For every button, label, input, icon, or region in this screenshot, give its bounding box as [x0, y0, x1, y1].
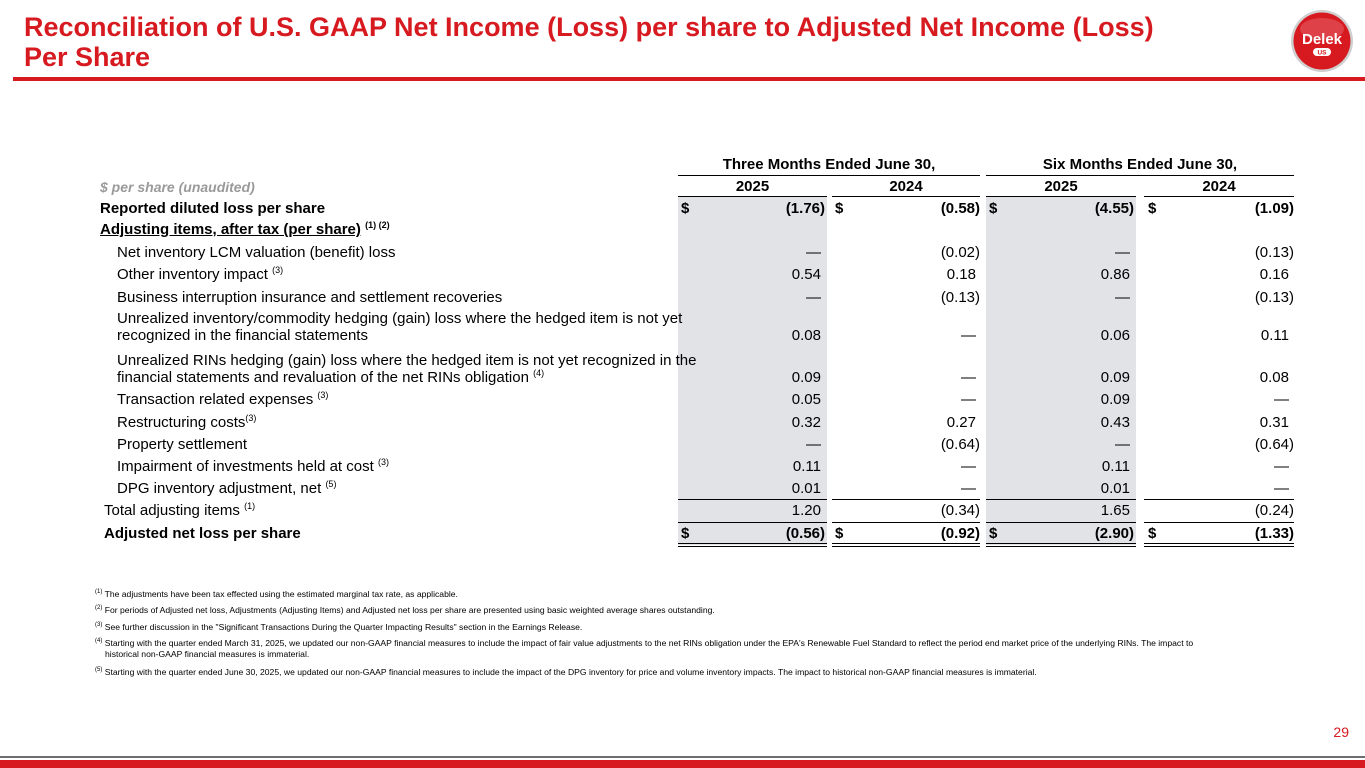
value-cell: —	[1274, 458, 1289, 475]
page-title: Reconciliation of U.S. GAAP Net Income (Loss) per share to Adjusted Net Income (Loss) Per Share	[24, 12, 1154, 72]
value-cell: 0.11	[1260, 327, 1289, 344]
row-label: Net inventory LCM valuation (benefit) loss	[117, 244, 396, 261]
value-cell: 0.06	[1100, 327, 1130, 344]
logo-sub: US	[1317, 49, 1327, 57]
value-cell: —	[806, 244, 821, 261]
footnote: $^{(3)}$ See further discussion in the "Significant Transactions During the Quarter Impacting Results" section in the Earnings Release.	[95, 622, 583, 632]
value-cell: 1.65	[1100, 502, 1130, 519]
value-cell: 0.54	[791, 266, 821, 283]
value-cell: 0.09	[791, 369, 821, 386]
value-cell: (4.55)	[1094, 200, 1134, 217]
row-label: recognized in the financial statements	[117, 327, 368, 344]
delek-logo	[1290, 9, 1354, 73]
period-header-six: Six Months Ended June 30,	[1042, 156, 1238, 173]
total-rule	[832, 522, 980, 523]
value-cell: —	[961, 327, 976, 344]
period-underline-six	[986, 175, 1294, 176]
value-cell: (0.02)	[940, 244, 980, 261]
value-cell: 0.27	[946, 414, 976, 431]
value-cell: —	[961, 369, 976, 386]
value-cell: 0.86	[1100, 266, 1130, 283]
row-label: Transaction related expenses $^{(3)}$	[117, 390, 329, 408]
value-cell: 0.08	[1259, 369, 1289, 386]
year-underline	[832, 196, 980, 197]
year-header: 2025	[1044, 178, 1078, 195]
currency-sign: $	[1148, 525, 1157, 542]
year-header: 2024	[1202, 178, 1236, 195]
value-cell: 0.18	[946, 266, 976, 283]
footer-rule-red	[0, 760, 1365, 768]
currency-sign: $	[989, 200, 998, 217]
subtotal-rule	[1144, 499, 1294, 500]
value-cell: (0.58)	[940, 200, 980, 217]
footnote: $^{(2)}$ For periods of Adjusted net loss, Adjustments (Adjusting Items) and Adjusted net loss per share are presented using basic weighted average shares outstanding.	[95, 605, 715, 615]
value-cell: (0.56)	[785, 525, 825, 542]
value-cell: (1.76)	[785, 200, 825, 217]
title-divider	[13, 77, 1365, 81]
currency-sign: $	[1148, 200, 1157, 217]
subtotal-rule	[986, 499, 1136, 500]
value-cell: (0.13)	[1254, 289, 1294, 306]
currency-sign: $	[681, 525, 690, 542]
year-header: 2024	[889, 178, 923, 195]
value-cell: (0.24)	[1254, 502, 1294, 519]
page-number: 29	[1333, 724, 1349, 740]
value-cell: 1.20	[791, 502, 821, 519]
row-label-total: Total adjusting items $^{(1)}$	[104, 501, 256, 519]
value-cell: 0.05	[791, 391, 821, 408]
value-cell: (0.13)	[1254, 244, 1294, 261]
value-cell: —	[1115, 244, 1130, 261]
value-cell: (2.90)	[1094, 525, 1134, 542]
period-header-three: Three Months Ended June 30,	[722, 156, 936, 173]
value-cell: —	[806, 289, 821, 306]
currency-sign: $	[835, 200, 844, 217]
value-cell: (1.09)	[1254, 200, 1294, 217]
value-cell: 0.43	[1100, 414, 1130, 431]
footnote: $^{(4)}$ Starting with the quarter ended March 31, 2025, we updated our non-GAAP financial measures to include the impact of fair value adjustments to the net RINs obligation under the EPA's Renewable Fuel Standard to reflect the period end market price of the underlying RINs. The impact to historical non-GAAP financial measures is immaterial.	[95, 638, 1194, 659]
value-cell: —	[1274, 480, 1289, 497]
value-cell: (0.64)	[1254, 436, 1294, 453]
value-cell: (1.33)	[1254, 525, 1294, 542]
row-label: Impairment of investments held at cost $^{(3)}$	[117, 457, 389, 475]
double-rule	[678, 543, 827, 547]
value-cell: —	[961, 480, 976, 497]
footnote: $^{(1)}$ The adjustments have been tax effected using the estimated marginal tax rate, as applicable.	[95, 589, 458, 599]
value-cell: (0.13)	[940, 289, 980, 306]
row-label: Restructuring costs$^{(3)}$	[117, 413, 257, 431]
year-header: 2025	[735, 178, 770, 195]
value-cell: 0.11	[1101, 458, 1130, 475]
footer-rule-gray	[0, 756, 1365, 758]
total-rule	[986, 522, 1136, 523]
value-cell: —	[1115, 289, 1130, 306]
value-cell: 0.01	[791, 480, 821, 497]
period-underline-three	[678, 175, 980, 176]
row-label: Unrealized RINs hedging (gain) loss where the hedged item is not yet recognized in the	[117, 352, 697, 369]
year-underline	[1144, 196, 1294, 197]
row-label: Property settlement	[117, 436, 248, 453]
row-label: Other inventory impact $^{(3)}$	[117, 265, 284, 283]
total-rule	[678, 522, 827, 523]
double-rule	[1144, 543, 1294, 547]
value-cell: —	[961, 458, 976, 475]
value-cell: (0.34)	[940, 502, 980, 519]
currency-sign: $	[681, 200, 690, 217]
row-label: DPG inventory adjustment, net $^{(5)}$	[117, 479, 337, 497]
value-cell: 0.16	[1259, 266, 1289, 283]
value-cell: —	[961, 391, 976, 408]
value-cell: 0.11	[792, 458, 821, 475]
value-cell: 0.08	[791, 327, 821, 344]
currency-sign: $	[989, 525, 998, 542]
value-cell: 0.01	[1100, 480, 1130, 497]
total-rule	[1144, 522, 1294, 523]
row-label-adjusted: Adjusted net loss per share	[104, 525, 301, 542]
unit-label: $ per share (unaudited)	[100, 179, 255, 195]
value-cell: 0.09	[1100, 369, 1130, 386]
logo-text: Delek	[1301, 31, 1343, 48]
value-cell: 0.32	[791, 414, 821, 431]
adjusting-items-header: Adjusting items, after tax (per share) $^{(1) (2)}$	[100, 220, 390, 238]
value-cell: —	[1274, 391, 1289, 408]
year-underline	[986, 196, 1136, 197]
double-rule	[986, 543, 1136, 547]
value-cell: —	[806, 436, 821, 453]
subtotal-rule	[678, 499, 827, 500]
currency-sign: $	[835, 525, 844, 542]
value-cell: 0.09	[1100, 391, 1130, 408]
year-underline	[678, 196, 827, 197]
value-cell: (0.92)	[940, 525, 980, 542]
row-label-reported: Reported diluted loss per share	[100, 200, 326, 217]
double-rule	[832, 543, 980, 547]
subtotal-rule	[832, 499, 980, 500]
row-label: Unrealized inventory/commodity hedging (gain) loss where the hedged item is not yet	[117, 310, 683, 327]
row-label: financial statements and revaluation of the net RINs obligation $^{(4)}$	[117, 368, 545, 386]
footnote: $^{(5)}$ Starting with the quarter ended June 30, 2025, we updated our non-GAAP financial measures to include the impact of the DPG inventory for price and volume inventory impacts. The impact to historical non-GAAP financial measures is immaterial.	[95, 667, 1037, 677]
value-cell: (0.64)	[940, 436, 980, 453]
value-cell: —	[1115, 436, 1130, 453]
value-cell: 0.31	[1259, 414, 1289, 431]
row-label: Business interruption insurance and settlement recoveries	[117, 289, 503, 306]
